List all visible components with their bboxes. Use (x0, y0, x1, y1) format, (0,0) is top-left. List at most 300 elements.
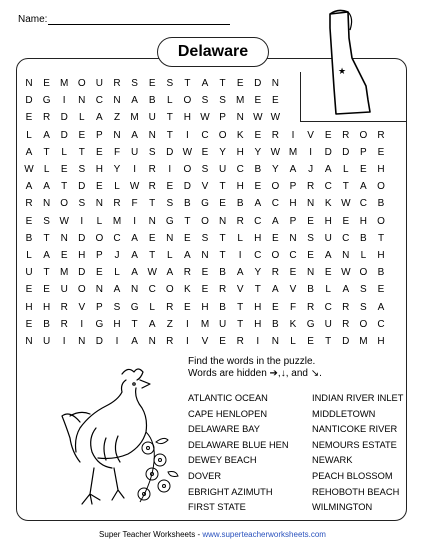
grid-letter: T (237, 301, 244, 313)
grid-letter: A (131, 267, 138, 279)
grid-letter: M (60, 78, 69, 89)
grid-letter: I (133, 215, 136, 227)
grid-letter: I (168, 164, 172, 175)
grid-letter: E (307, 250, 314, 261)
word-list-item: NEMOURS ESTATE (312, 439, 397, 450)
word-search-grid (22, 78, 400, 364)
grid-letter: H (377, 164, 385, 175)
grid-letter: N (218, 215, 227, 227)
grid-letter: A (131, 95, 138, 107)
grid-letter: S (166, 78, 174, 89)
grid-letter: R (113, 198, 121, 210)
grid-letter: R (183, 267, 191, 279)
grid-letter: O (201, 215, 209, 227)
grid-letter: P (96, 129, 103, 141)
and-text: , and (285, 368, 308, 379)
grid-letter: R (236, 215, 244, 227)
grid-letter: U (25, 267, 33, 279)
grid-letter: V (289, 284, 297, 296)
grid-letter: W (253, 112, 263, 124)
grid-letter: R (342, 301, 350, 313)
grid-letter: F (113, 146, 121, 158)
grid-letter: B (219, 301, 226, 313)
word-list-item: PEACH BLOSSOM (312, 470, 393, 481)
grid-letter: D (166, 146, 174, 158)
grid-letter: I (115, 336, 119, 347)
grid-letter: U (42, 336, 51, 347)
grid-letter: W (147, 267, 157, 279)
grid-letter: O (359, 318, 368, 330)
svg-text:★: ★ (337, 67, 347, 77)
grid-letter: A (184, 250, 191, 261)
grid-letter: Y (254, 146, 262, 158)
grid-letter: D (254, 78, 262, 89)
grid-letter: E (272, 301, 279, 313)
grid-letter: D (342, 146, 350, 158)
grid-letter: M (112, 215, 122, 227)
grid-letter: N (148, 215, 156, 227)
grid-letter: V (201, 336, 209, 347)
grid-letter: H (25, 301, 33, 313)
grid-letter: B (360, 232, 367, 244)
grid-letter: W (24, 164, 34, 175)
word-list-item: INDIAN RIVER INLET (312, 393, 404, 403)
grid-letter: N (201, 250, 209, 261)
grid-letter: D (183, 181, 191, 193)
grid-letter: A (131, 232, 138, 244)
grid-letter: Y (272, 164, 279, 175)
grid-letter: N (78, 336, 86, 347)
grid-letter: H (324, 215, 332, 227)
grid-letter: G (165, 215, 174, 227)
grid-letter: W (200, 112, 210, 124)
grid-letter: R (166, 336, 174, 347)
grid-letter: R (271, 129, 279, 141)
grid-letter: A (324, 164, 332, 175)
word-list-item: NANTICOKE RIVER (312, 424, 398, 435)
word-list-item: DELAWARE BLUE HEN (188, 439, 289, 450)
grid-letter: W (270, 112, 281, 124)
grid-letter: S (201, 95, 209, 107)
grid-letter: R (342, 318, 350, 330)
grid-letter: L (26, 129, 32, 141)
grid-letter: G (95, 318, 104, 330)
grid-letter: T (149, 250, 156, 261)
grid-letter: T (61, 181, 68, 193)
grid-letter: A (43, 250, 50, 261)
grid-letter: O (95, 232, 104, 244)
grid-letter: R (236, 336, 244, 347)
grid-letter: I (309, 146, 312, 158)
grid-letter: A (272, 284, 279, 296)
grid-letter: W (341, 198, 351, 210)
grid-letter: M (288, 146, 298, 158)
grid-letter: T (43, 146, 50, 158)
grid-letter: B (377, 267, 385, 279)
grid-letter: Z (166, 318, 173, 330)
grid-letter: E (25, 318, 33, 330)
grid-letter: R (148, 164, 156, 175)
grid-letter: O (271, 250, 280, 261)
grid-letter: S (78, 198, 86, 210)
grid-letter: E (324, 267, 332, 279)
grid-letter: N (78, 95, 86, 107)
grid-letter: A (148, 318, 156, 330)
grid-letter: C (271, 198, 279, 210)
instructions-line2: Words are hidden ➔,↓, and ↘. (188, 368, 322, 379)
word-list-item: EBRIGHT AZIMUTH (188, 486, 273, 497)
grid-letter: T (149, 198, 156, 210)
grid-letter: A (201, 78, 209, 89)
grid-letter: L (149, 301, 155, 313)
grid-letter: C (289, 250, 297, 261)
grid-letter: M (60, 267, 69, 279)
instructions (188, 356, 388, 380)
period: . (319, 368, 322, 379)
grid-letter: P (96, 301, 103, 313)
grid-letter: S (360, 301, 367, 313)
grid-letter: O (183, 164, 192, 175)
grid-letter: C (236, 164, 244, 175)
grid-letter: A (96, 112, 103, 124)
page-title: Delaware (157, 37, 269, 67)
grid-letter: T (325, 336, 332, 347)
grid-letter: E (43, 284, 50, 296)
grid-letter: O (377, 215, 385, 227)
grid-letter: W (59, 215, 69, 227)
grid-letter: C (377, 318, 385, 330)
grid-letter: S (113, 301, 121, 313)
grid-letter: O (60, 198, 69, 210)
grid-letter: E (219, 336, 226, 347)
grid-letter: T (342, 181, 349, 193)
grid-letter: K (289, 318, 297, 330)
grid-letter: P (219, 112, 226, 124)
grid-letter: T (43, 232, 50, 244)
grid-letter: N (113, 95, 121, 107)
grid-letter: R (113, 78, 121, 89)
grid-letter: E (272, 232, 279, 244)
grid-letter: E (96, 181, 103, 193)
grid-letter: H (201, 301, 209, 313)
grid-letter: H (236, 146, 244, 158)
grid-letter: F (131, 198, 138, 210)
grid-letter: R (60, 318, 68, 330)
grid-letter: N (60, 232, 68, 244)
grid-letter: V (307, 129, 314, 141)
grid-letter: E (25, 112, 33, 124)
right-arrow-icon: ➔ (269, 368, 278, 379)
grid-letter: N (148, 129, 156, 141)
grid-letter: R (306, 181, 315, 193)
word-list-item: DOVER (188, 470, 222, 481)
grid-letter: B (307, 284, 314, 296)
grid-letter: H (236, 181, 244, 193)
grid-letter: M (200, 318, 210, 330)
grid-letter: A (236, 267, 244, 279)
grid-letter: E (377, 146, 385, 158)
grid-letter: E (307, 215, 314, 227)
grid-letter: L (61, 146, 67, 158)
word-list-left (188, 391, 289, 516)
grid-letter: D (78, 232, 86, 244)
grid-letter: I (80, 215, 84, 227)
grid-letter: N (95, 198, 103, 210)
grid-letter: A (254, 198, 262, 210)
grid-letter: Y (219, 146, 226, 158)
grid-letter: A (131, 129, 138, 141)
grid-letter: P (289, 215, 297, 227)
grid-letter: E (219, 198, 226, 210)
grid-letter: T (166, 129, 173, 141)
grid-letter: U (148, 112, 156, 124)
grid-letter: E (236, 78, 244, 89)
grid-letter: K (324, 198, 332, 210)
word-list-item: DELAWARE BAY (188, 424, 260, 435)
grid-letter: A (43, 181, 50, 193)
grid-letter: O (77, 78, 86, 89)
instructions-text: Words are hidden (188, 368, 267, 379)
grid-letter: H (78, 250, 86, 261)
grid-letter: I (80, 318, 84, 330)
rooster-illustration-icon (60, 362, 180, 512)
grid-letter: V (78, 301, 86, 313)
grid-letter: E (184, 301, 191, 313)
grid-letter: H (289, 198, 297, 210)
grid-letter: E (60, 164, 68, 175)
grid-letter: T (219, 250, 226, 261)
grid-letter: P (289, 181, 297, 193)
grid-letter: A (25, 181, 33, 193)
grid-letter: A (25, 146, 33, 158)
grid-letter: I (186, 318, 189, 330)
grid-letter: C (324, 301, 332, 313)
grid-letter: D (95, 336, 103, 347)
grid-letter: E (166, 181, 174, 193)
grid-letter: I (62, 95, 66, 107)
grid-letter: W (341, 267, 351, 279)
grid-letter: C (113, 232, 121, 244)
grid-letter: U (60, 284, 68, 296)
grid-letter: S (201, 164, 209, 175)
grid-letter: U (218, 318, 227, 330)
grid-letter: I (291, 129, 295, 141)
grid-letter: W (129, 181, 140, 193)
grid-letter: A (272, 215, 279, 227)
grid-letter: U (324, 232, 332, 244)
grid-letter: W (270, 146, 281, 158)
grid-letter: S (78, 164, 86, 175)
grid-letter: L (343, 164, 349, 175)
grid-letter: E (78, 129, 86, 141)
grid-letter: A (131, 336, 138, 347)
grid-letter: N (95, 284, 103, 296)
grid-letter: O (77, 284, 86, 296)
grid-letter: L (237, 232, 243, 244)
grid-letter: O (377, 181, 385, 193)
grid-letter: U (324, 318, 332, 330)
footer-url-link[interactable]: www.superteacherworksheets.com (202, 530, 326, 539)
grid-letter: S (166, 198, 174, 210)
grid-letter: E (43, 78, 50, 89)
grid-letter: T (377, 232, 385, 244)
grid-letter: A (131, 250, 138, 261)
grid-letter: L (96, 215, 103, 227)
name-label: Name: (18, 14, 48, 25)
grid-letter: P (360, 146, 367, 158)
grid-letter: G (130, 301, 139, 313)
grid-letter: D (25, 95, 33, 107)
grid-letter: H (42, 301, 51, 313)
grid-letter: O (359, 267, 368, 279)
grid-letter: C (95, 95, 103, 107)
grid-letter: N (113, 129, 121, 141)
grid-letter: N (166, 232, 174, 244)
grid-letter: H (254, 301, 262, 313)
word-list-item: CAPE HENLOPEN (188, 408, 268, 419)
word-list-item: DEWEY BEACH (188, 455, 257, 466)
grid-letter: E (307, 336, 314, 347)
grid-letter: M (359, 336, 368, 347)
grid-letter: D (78, 267, 86, 279)
grid-letter: A (377, 301, 385, 313)
grid-letter: K (184, 284, 191, 296)
grid-letter: B (219, 267, 226, 279)
grid-letter: S (219, 95, 226, 107)
grid-letter: T (184, 215, 191, 227)
grid-letter: G (201, 198, 209, 210)
grid-letter: O (165, 284, 174, 296)
grid-letter: L (114, 267, 120, 279)
grid-letter: C (254, 250, 262, 261)
grid-letter: I (256, 336, 260, 347)
grid-letter: T (237, 318, 244, 330)
grid-letter: E (96, 146, 103, 158)
grid-letter: I (62, 336, 66, 347)
grid-letter: L (114, 181, 120, 193)
grid-letter: B (272, 318, 279, 330)
footer-brand: Super Teacher Worksheets (99, 530, 196, 539)
grid-letter: L (325, 284, 331, 296)
grid-letter: B (25, 232, 33, 244)
grid-letter: U (95, 78, 103, 89)
grid-letter: O (359, 129, 368, 141)
grid-letter: E (96, 267, 103, 279)
grid-letter: E (272, 95, 279, 107)
grid-letter: N (271, 336, 279, 347)
grid-letter: T (219, 78, 226, 89)
grid-letter: L (360, 250, 367, 261)
word-list-item: FIRST STATE (188, 502, 246, 513)
grid-letter: H (254, 318, 262, 330)
grid-letter: N (306, 267, 315, 279)
grid-letter: U (130, 146, 139, 158)
grid-letter: E (25, 215, 33, 227)
grid-letter: R (218, 284, 227, 296)
grid-letter: R (42, 112, 51, 124)
grid-letter: A (342, 284, 350, 296)
grid-letter: N (289, 232, 297, 244)
grid-letter: T (78, 146, 85, 158)
grid-letter: E (201, 284, 209, 296)
grid-letter: S (201, 232, 209, 244)
grid-letter: S (148, 146, 156, 158)
grid-letter: N (306, 198, 315, 210)
grid-letter: V (236, 284, 244, 296)
grid-letter: H (359, 215, 367, 227)
grid-letter: E (342, 215, 350, 227)
grid-letter: S (307, 232, 314, 244)
grid-letter: D (78, 181, 86, 193)
grid-letter: D (342, 336, 350, 347)
name-line (48, 24, 230, 25)
grid-letter: I (133, 164, 136, 175)
grid-letter: H (254, 232, 262, 244)
instructions-line1: Find the words in the puzzle. (188, 356, 316, 367)
grid-letter: C (359, 198, 367, 210)
grid-letter: C (254, 215, 262, 227)
grid-letter: A (324, 250, 332, 261)
grid-letter: H (377, 336, 385, 347)
grid-letter: S (131, 78, 138, 89)
footer-separator: - (195, 530, 203, 539)
grid-letter: C (148, 284, 156, 296)
grid-letter: M (130, 112, 139, 124)
grid-letter: T (219, 232, 226, 244)
footer (0, 530, 425, 539)
grid-letter: D (60, 129, 68, 141)
grid-letter: L (167, 250, 173, 261)
grid-letter: B (254, 164, 262, 175)
grid-letter: A (166, 267, 174, 279)
grid-letter: E (148, 232, 156, 244)
grid-letter: E (148, 78, 156, 89)
grid-letter: N (342, 250, 350, 261)
grid-letter: E (289, 267, 297, 279)
grid-letter: R (148, 181, 156, 193)
grid-letter: Y (113, 164, 121, 175)
grid-letter: B (184, 198, 191, 210)
word-list-item: NEWARK (312, 455, 353, 466)
grid-letter: N (130, 284, 139, 296)
word-list-item: ATLANTIC OCEAN (188, 393, 268, 403)
grid-letter: D (324, 146, 332, 158)
grid-letter: R (166, 301, 174, 313)
grid-letter: B (43, 318, 50, 330)
grid-letter: C (324, 181, 332, 193)
grid-letter: E (201, 267, 209, 279)
grid-letter: L (167, 95, 173, 107)
grid-letter: U (218, 164, 227, 175)
grid-letter: N (148, 336, 156, 347)
grid-letter: K (236, 129, 244, 141)
grid-letter: T (43, 267, 50, 279)
grid-letter: J (114, 250, 120, 261)
grid-letter: R (306, 301, 315, 313)
grid-letter: H (183, 112, 191, 124)
grid-letter: E (324, 129, 332, 141)
grid-letter: D (60, 112, 68, 124)
grid-letter: O (271, 181, 280, 193)
grid-letter: H (377, 250, 385, 261)
grid-letter: S (43, 215, 50, 227)
grid-letter: E (254, 181, 262, 193)
grid-letter: H (113, 318, 121, 330)
grid-letter: N (236, 112, 244, 124)
word-list-item: MIDDLETOWN (312, 408, 376, 419)
grid-letter: H (95, 164, 103, 175)
grid-letter: Y (254, 267, 262, 279)
